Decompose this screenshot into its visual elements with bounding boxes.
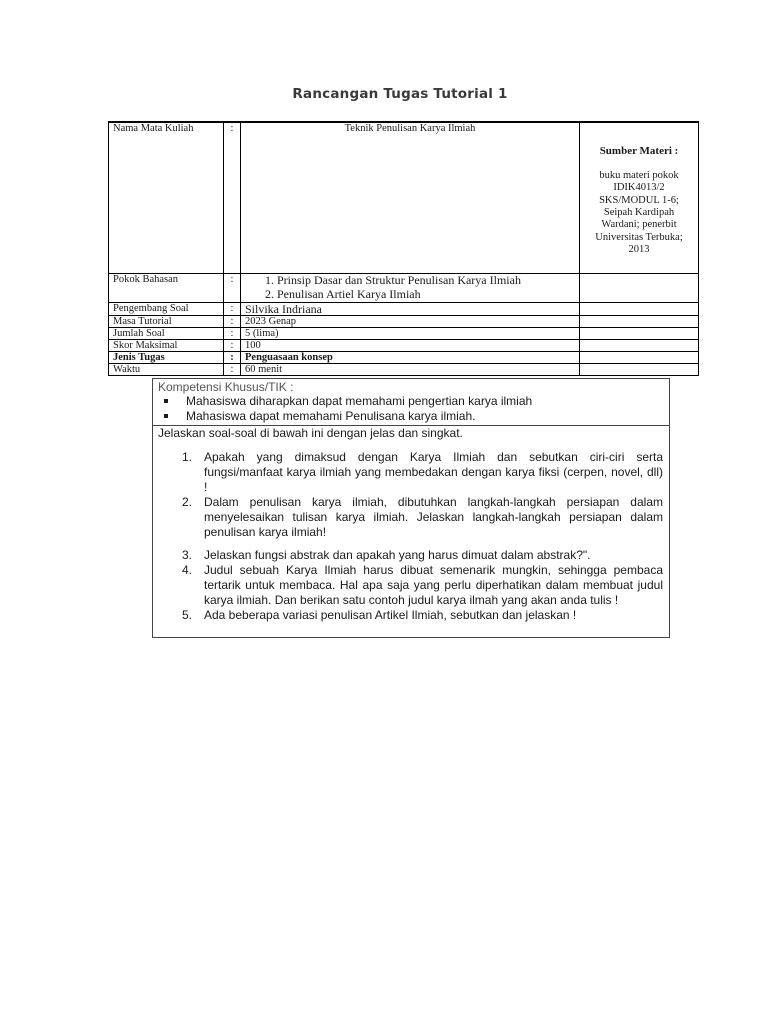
label-pokok-bahasan: Pokok Bahasan <box>109 274 224 303</box>
table-row <box>109 316 699 328</box>
table-row <box>109 302 699 316</box>
colon: : <box>224 316 241 328</box>
course-info-table <box>108 121 699 376</box>
list-item <box>158 409 664 424</box>
colon: : <box>224 364 241 376</box>
value-jenis-tugas: Penguasaan konsep <box>241 352 580 364</box>
question-number: 2. <box>182 495 193 509</box>
label-waktu: Waktu <box>109 364 224 376</box>
label-jenis-tugas: Jenis Tugas <box>109 352 224 364</box>
question-text: Jelaskan fungsi abstrak dan apakah yang harus dimuat dalam abstrak?". <box>204 548 591 562</box>
square-bullet-icon <box>164 399 168 403</box>
task-box <box>152 378 670 638</box>
empty-cell <box>580 274 699 303</box>
value-waktu: 60 menit <box>241 364 580 376</box>
sumber-materi-heading: Sumber Materi : <box>599 145 679 157</box>
empty-cell <box>580 364 699 376</box>
list-item <box>158 394 664 409</box>
sumber-materi-cell <box>580 122 699 274</box>
kompetensi-text: Mahasiswa diharapkan dapat memahami pengertian karya ilmiah <box>186 394 533 408</box>
question-text: Ada beberapa variasi penulisan Artikel Ilmiah, sebutkan dan jelaskan ! <box>204 608 577 622</box>
table-row <box>109 352 699 364</box>
kompetensi-text: Mahasiswa dapat memahami Penulisana karya ilmiah. <box>186 409 476 423</box>
question-number: 4. <box>182 563 193 577</box>
label-jumlah-soal: Jumlah Soal <box>109 328 224 340</box>
value-pengembang-soal: Silvika Indriana <box>241 302 580 316</box>
colon: : <box>224 352 241 364</box>
question-text: Dalam penulisan karya ilmiah, dibutuhkan langkah-langkah persiapan dalam menyelesaikan tulisan karya ilmiah. Jelaskan langkah-langkah persiapan dalam penulisan karya ilmiah! <box>204 495 663 539</box>
empty-cell <box>580 316 699 328</box>
question-item <box>158 548 663 563</box>
sumber-materi-text: buku materi pokok IDIK4013/2 SKS/MODUL 1-6; Seipah Kardipah Wardani; penerbit Universitas Terbuka; 2013 <box>595 169 683 256</box>
question-item <box>158 495 663 540</box>
value-nama-mata-kuliah: Teknik Penulisan Karya Ilmiah <box>241 122 580 274</box>
value-masa-tutorial: 2023 Genap <box>241 316 580 328</box>
questions-section <box>153 426 669 637</box>
question-list <box>158 450 663 623</box>
list-item: 2. Penulisan Artiel Karya Ilmiah <box>277 288 575 302</box>
label-pengembang-soal: Pengembang Soal <box>109 302 224 316</box>
table-row <box>109 364 699 376</box>
label-skor-maksimal: Skor Maksimal <box>109 340 224 352</box>
kompetensi-section <box>153 379 669 426</box>
empty-cell <box>580 328 699 340</box>
label-masa-tutorial: Masa Tutorial <box>109 316 224 328</box>
question-text: Judul sebuah Karya Ilmiah harus dibuat semenarik mungkin, sehingga pembaca tertarik untuk membaca. Hal apa saja yang perlu diperhatikan dalam membuat judul karya ilmiah. Dan berikan satu contoh judul karya ilmah yang akan anda tulis ! <box>204 563 663 607</box>
pokok-bahasan-list <box>245 274 575 302</box>
question-item <box>158 450 663 495</box>
colon: : <box>224 122 241 274</box>
value-pokok-bahasan <box>241 274 580 303</box>
empty-cell <box>580 340 699 352</box>
table-row <box>109 340 699 352</box>
colon: : <box>224 302 241 316</box>
question-number: 1. <box>182 450 193 464</box>
table-row <box>109 274 699 303</box>
list-item: 1. Prinsip Dasar dan Struktur Penulisan Karya Ilmiah <box>277 274 575 288</box>
kompetensi-title: Kompetensi Khusus/TIK : <box>158 380 294 394</box>
question-number: 5. <box>182 608 193 622</box>
document-title: Rancangan Tugas Tutorial 1 <box>292 86 508 102</box>
question-item <box>158 563 663 608</box>
question-text: Apakah yang dimaksud dengan Karya Ilmiah dan sebutkan ciri-ciri serta fungsi/manfaat karya ilmiah yang membedakan dengan karya fiksi (cerpen, novel, dll) ! <box>204 450 663 494</box>
colon: : <box>224 328 241 340</box>
square-bullet-icon <box>164 414 168 418</box>
empty-cell <box>580 302 699 316</box>
instruction-text: Jelaskan soal-soal di bawah ini dengan jelas dan singkat. <box>158 426 463 440</box>
kompetensi-list <box>158 394 664 424</box>
question-number: 3. <box>182 548 193 562</box>
table-row <box>109 122 699 274</box>
table-row <box>109 328 699 340</box>
label-nama-mata-kuliah: Nama Mata Kuliah <box>109 122 224 274</box>
empty-cell <box>580 352 699 364</box>
value-skor-maksimal: 100 <box>241 340 580 352</box>
colon: : <box>224 274 241 303</box>
colon: : <box>224 340 241 352</box>
question-item <box>158 608 663 623</box>
value-jumlah-soal: 5 (lima) <box>241 328 580 340</box>
